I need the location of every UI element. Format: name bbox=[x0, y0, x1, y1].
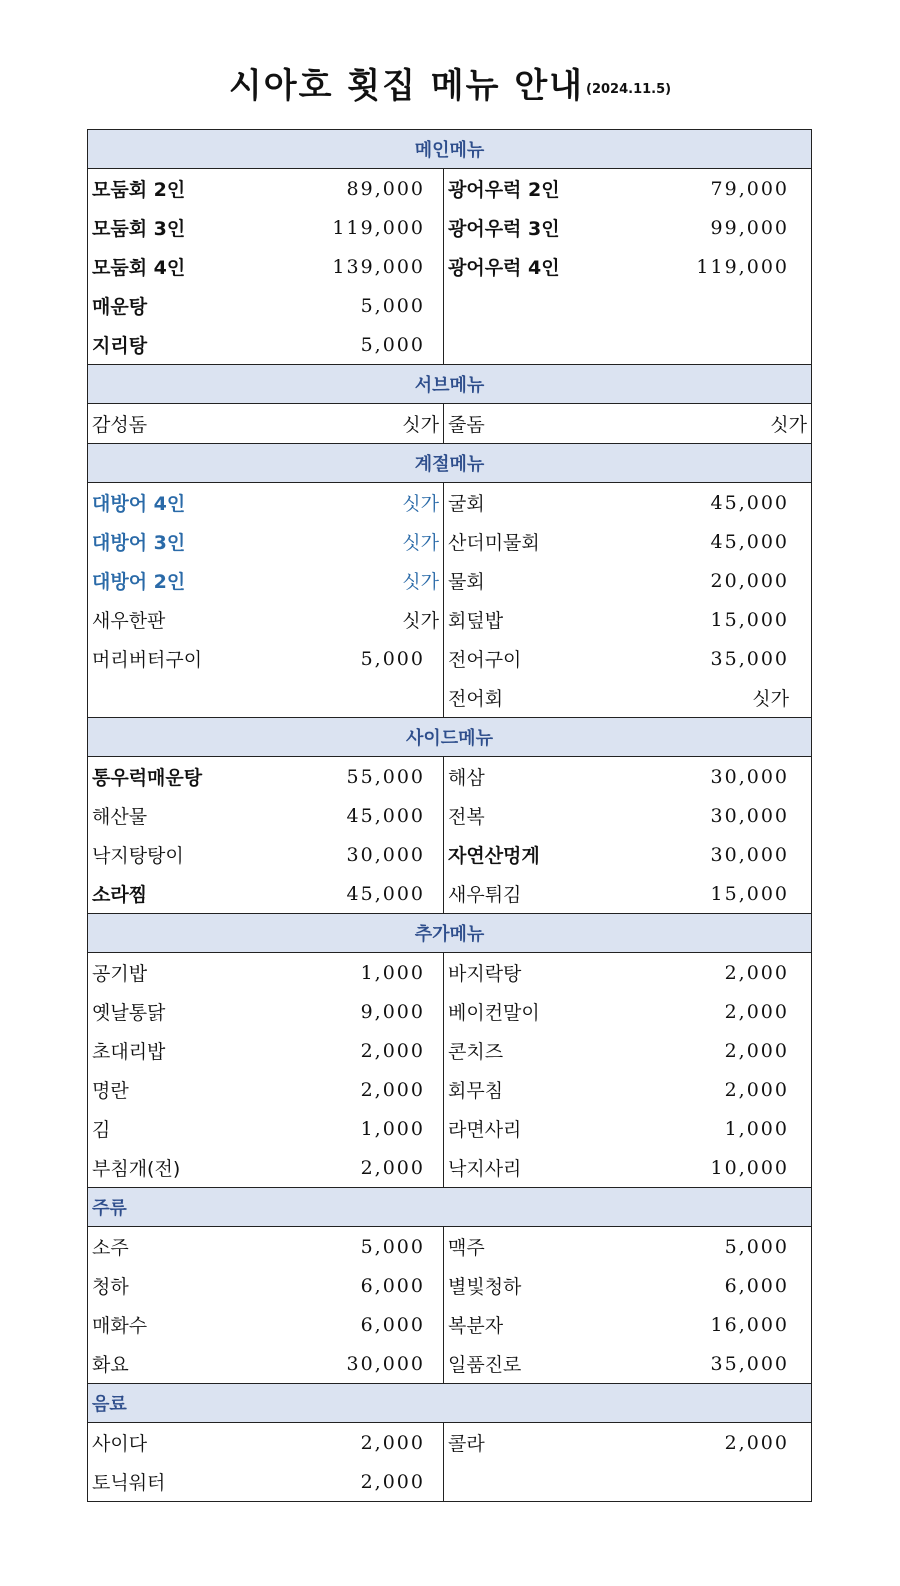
menu-item-name: 광어우럭 2인 bbox=[448, 179, 560, 201]
menu-item-name: 콜라 bbox=[448, 1433, 485, 1455]
menu-item bbox=[444, 796, 811, 835]
menu-item-price: 2,000 bbox=[724, 1000, 789, 1023]
seasonal-left-column bbox=[88, 483, 444, 718]
menu-item-name: 초대리밥 bbox=[92, 1041, 166, 1063]
menu-date: (2024.11.5) bbox=[586, 82, 672, 97]
menu-item-price: 싯가 bbox=[402, 414, 439, 436]
menu-item-price: 6,000 bbox=[360, 1313, 425, 1336]
menu-item-price: 10,000 bbox=[710, 1156, 789, 1179]
menu-item-name: 공기밥 bbox=[92, 963, 148, 985]
menu-item-name: 물회 bbox=[448, 571, 485, 593]
menu-item-name: 자연산멍게 bbox=[448, 845, 540, 867]
menu-item-price: 2,000 bbox=[360, 1078, 425, 1101]
menu-item-name: 바지락탕 bbox=[448, 963, 522, 985]
menu-item-price: 5,000 bbox=[360, 294, 425, 317]
menu-item bbox=[444, 1423, 811, 1462]
menu-item-price: 35,000 bbox=[710, 647, 789, 670]
menu-item bbox=[444, 835, 811, 874]
menu-item bbox=[88, 169, 443, 208]
menu-item-price: 싯가 bbox=[752, 688, 789, 710]
menu-item-name: 맥주 bbox=[448, 1237, 485, 1259]
menu-item bbox=[88, 561, 443, 600]
menu-item-price: 119,000 bbox=[332, 216, 425, 239]
menu-item-name: 베이컨말이 bbox=[448, 1002, 540, 1024]
menu-item bbox=[88, 286, 443, 325]
menu-item bbox=[444, 1148, 811, 1187]
menu-item bbox=[88, 522, 443, 561]
menu-item-price: 1,000 bbox=[724, 1117, 789, 1140]
menu-item-name: 산더미물회 bbox=[448, 532, 540, 554]
menu-item-price: 2,000 bbox=[724, 1039, 789, 1062]
menu-item bbox=[88, 874, 443, 913]
main-right-column bbox=[444, 169, 812, 365]
liquor-right-column bbox=[444, 1227, 812, 1384]
menu-item-name: 명란 bbox=[92, 1080, 129, 1102]
menu-item-name: 회덮밥 bbox=[448, 610, 504, 632]
menu-item-name: 새우튀김 bbox=[448, 884, 522, 906]
menu-item bbox=[88, 992, 443, 1031]
section-body-seasonal bbox=[88, 483, 812, 718]
menu-item-name: 대방어 2인 bbox=[92, 571, 186, 593]
seasonal-right-column bbox=[444, 483, 812, 718]
menu-item-name: 새우한판 bbox=[92, 610, 166, 632]
menu-item bbox=[444, 874, 811, 913]
menu-item-name: 광어우럭 4인 bbox=[448, 257, 560, 279]
menu-item-name: 별빛청하 bbox=[448, 1276, 522, 1298]
menu-item-name: 해산물 bbox=[92, 806, 148, 828]
section-header-seasonal: 계절메뉴 bbox=[88, 444, 812, 483]
menu-item bbox=[444, 600, 811, 639]
liquor-left-column bbox=[88, 1227, 444, 1384]
menu-table bbox=[87, 129, 812, 1502]
menu-item-price: 99,000 bbox=[710, 216, 789, 239]
menu-item-name: 줄돔 bbox=[448, 414, 485, 436]
menu-item-price: 6,000 bbox=[724, 1274, 789, 1297]
menu-item-price: 5,000 bbox=[360, 333, 425, 356]
menu-item-price: 15,000 bbox=[710, 882, 789, 905]
menu-item-name: 라면사리 bbox=[448, 1119, 522, 1141]
menu-item bbox=[88, 1266, 443, 1305]
menu-item-name: 소라찜 bbox=[92, 884, 148, 906]
menu-item-name: 전어회 bbox=[448, 688, 504, 710]
menu-item-price: 싯가 bbox=[402, 493, 439, 515]
menu-item-name: 해삼 bbox=[448, 767, 485, 789]
menu-item bbox=[444, 1109, 811, 1148]
section-body-sub bbox=[88, 404, 812, 444]
menu-item-price: 2,000 bbox=[360, 1156, 425, 1179]
menu-item-name: 머리버터구이 bbox=[92, 649, 203, 671]
section-header-liquor: 주류 bbox=[88, 1188, 812, 1227]
menu-item-price: 1,000 bbox=[360, 1117, 425, 1140]
menu-item bbox=[88, 1031, 443, 1070]
menu-item-name: 대방어 4인 bbox=[92, 493, 186, 515]
drinks-left-column bbox=[88, 1423, 444, 1502]
section-header-sub: 서브메뉴 bbox=[88, 365, 812, 404]
menu-item bbox=[444, 522, 811, 561]
menu-item-name: 콘치즈 bbox=[448, 1041, 504, 1063]
extra-right-column bbox=[444, 953, 812, 1188]
menu-item-price: 45,000 bbox=[346, 882, 425, 905]
menu-item-price: 1,000 bbox=[360, 961, 425, 984]
menu-item-price: 45,000 bbox=[710, 491, 789, 514]
menu-item bbox=[444, 561, 811, 600]
menu-item-price: 139,000 bbox=[332, 255, 425, 278]
menu-item-name: 모둠회 4인 bbox=[92, 257, 186, 279]
menu-item-price: 30,000 bbox=[710, 843, 789, 866]
menu-item-name: 부침개(전) bbox=[92, 1158, 181, 1180]
menu-item-price: 2,000 bbox=[360, 1470, 425, 1493]
menu-item bbox=[444, 1070, 811, 1109]
menu-item-name: 일품진로 bbox=[448, 1354, 522, 1376]
section-header-side: 사이드메뉴 bbox=[88, 718, 812, 757]
menu-item bbox=[444, 1266, 811, 1305]
menu-item-name: 김 bbox=[92, 1119, 111, 1141]
sub-left-column bbox=[88, 404, 444, 444]
menu-item-name: 매운탕 bbox=[92, 296, 148, 318]
menu-item bbox=[444, 1227, 811, 1266]
menu-item bbox=[444, 639, 811, 678]
menu-item-name: 모둠회 2인 bbox=[92, 179, 186, 201]
menu-item-price: 20,000 bbox=[710, 569, 789, 592]
section-header-drinks: 음료 bbox=[88, 1384, 812, 1423]
extra-left-column bbox=[88, 953, 444, 1188]
menu-item-price: 15,000 bbox=[710, 608, 789, 631]
section-body-liquor bbox=[88, 1227, 812, 1384]
menu-item-name: 복분자 bbox=[448, 1315, 504, 1337]
menu-item-name: 전복 bbox=[448, 806, 485, 828]
menu-item-name: 전어구이 bbox=[448, 649, 522, 671]
menu-item-price: 2,000 bbox=[360, 1431, 425, 1454]
title-text: 시아호 횟집 메뉴 안내 bbox=[228, 66, 585, 106]
main-left-column bbox=[88, 169, 444, 365]
menu-item bbox=[444, 678, 811, 717]
menu-item-price: 30,000 bbox=[346, 843, 425, 866]
menu-item-name: 통우럭매운탕 bbox=[92, 767, 203, 789]
section-body-extra bbox=[88, 953, 812, 1188]
menu-item-price: 싯가 bbox=[402, 610, 439, 632]
section-header-extra: 추가메뉴 bbox=[88, 914, 812, 953]
menu-item bbox=[88, 247, 443, 286]
menu-item bbox=[88, 953, 443, 992]
menu-item bbox=[444, 1305, 811, 1344]
menu-item-price: 5,000 bbox=[724, 1235, 789, 1258]
menu-item-name: 화요 bbox=[92, 1354, 129, 1376]
menu-item-price: 79,000 bbox=[710, 177, 789, 200]
menu-item bbox=[88, 483, 443, 522]
menu-item bbox=[88, 600, 443, 639]
side-left-column bbox=[88, 757, 444, 914]
menu-item bbox=[444, 992, 811, 1031]
menu-item-name: 사이다 bbox=[92, 1433, 148, 1455]
menu-title bbox=[0, 58, 900, 107]
side-right-column bbox=[444, 757, 812, 914]
menu-item bbox=[88, 1148, 443, 1187]
drinks-right-column bbox=[444, 1423, 812, 1502]
menu-item bbox=[88, 208, 443, 247]
menu-item bbox=[88, 1462, 443, 1501]
menu-item bbox=[88, 1344, 443, 1383]
menu-item bbox=[444, 1344, 811, 1383]
menu-item-name: 대방어 3인 bbox=[92, 532, 186, 554]
menu-item bbox=[88, 1305, 443, 1344]
menu-item-price: 2,000 bbox=[724, 1078, 789, 1101]
menu-item-price: 16,000 bbox=[710, 1313, 789, 1336]
menu-item bbox=[88, 757, 443, 796]
menu-item-name: 굴회 bbox=[448, 493, 485, 515]
menu-item-price: 2,000 bbox=[724, 1431, 789, 1454]
menu-item-price: 5,000 bbox=[360, 647, 425, 670]
menu-item-price: 30,000 bbox=[710, 765, 789, 788]
menu-item bbox=[88, 325, 443, 364]
menu-item bbox=[444, 483, 811, 522]
menu-item-name: 감성돔 bbox=[92, 414, 148, 436]
menu-item bbox=[88, 1070, 443, 1109]
menu-item-price: 55,000 bbox=[346, 765, 425, 788]
menu-item-price: 싯가 bbox=[402, 571, 439, 593]
menu-item-price: 30,000 bbox=[710, 804, 789, 827]
menu-item-price: 35,000 bbox=[710, 1352, 789, 1375]
menu-item bbox=[88, 639, 443, 678]
menu-item-name: 광어우럭 3인 bbox=[448, 218, 560, 240]
menu-item-price: 119,000 bbox=[696, 255, 789, 278]
menu-item bbox=[444, 1031, 811, 1070]
menu-item-name: 회무침 bbox=[448, 1080, 504, 1102]
menu-item-name: 모둠회 3인 bbox=[92, 218, 186, 240]
menu-item-price: 9,000 bbox=[360, 1000, 425, 1023]
menu-item bbox=[444, 169, 811, 208]
menu-item-name: 지리탕 bbox=[92, 335, 148, 357]
menu-item-price: 45,000 bbox=[710, 530, 789, 553]
menu-item-name: 소주 bbox=[92, 1237, 129, 1259]
menu-item bbox=[444, 757, 811, 796]
menu-item-name: 옛날통닭 bbox=[92, 1002, 166, 1024]
menu-item-price: 2,000 bbox=[360, 1039, 425, 1062]
menu-item bbox=[88, 404, 443, 443]
menu-item-price: 89,000 bbox=[346, 177, 425, 200]
sub-right-column bbox=[444, 404, 812, 444]
menu-item bbox=[88, 796, 443, 835]
menu-item-name: 청하 bbox=[92, 1276, 129, 1298]
menu-item bbox=[88, 1423, 443, 1462]
menu-item-price: 6,000 bbox=[360, 1274, 425, 1297]
menu-item bbox=[444, 247, 811, 286]
section-header-main: 메인메뉴 bbox=[88, 130, 812, 169]
section-body-drinks bbox=[88, 1423, 812, 1502]
menu-item bbox=[88, 835, 443, 874]
menu-item-name: 낙지사리 bbox=[448, 1158, 522, 1180]
menu-item bbox=[88, 1109, 443, 1148]
menu-item bbox=[444, 208, 811, 247]
menu-item-price: 45,000 bbox=[346, 804, 425, 827]
section-body-side bbox=[88, 757, 812, 914]
menu-item-price: 30,000 bbox=[346, 1352, 425, 1375]
menu-item-name: 낙지탕탕이 bbox=[92, 845, 184, 867]
menu-item bbox=[444, 404, 811, 443]
menu-item-price: 2,000 bbox=[724, 961, 789, 984]
menu-item-name: 매화수 bbox=[92, 1315, 148, 1337]
menu-item bbox=[444, 953, 811, 992]
menu-item-name: 토닉워터 bbox=[92, 1472, 166, 1494]
menu-item-price: 싯가 bbox=[402, 532, 439, 554]
menu-item-price: 5,000 bbox=[360, 1235, 425, 1258]
section-body-main bbox=[88, 169, 812, 365]
menu-item-price: 싯가 bbox=[770, 414, 807, 436]
menu-item bbox=[88, 1227, 443, 1266]
